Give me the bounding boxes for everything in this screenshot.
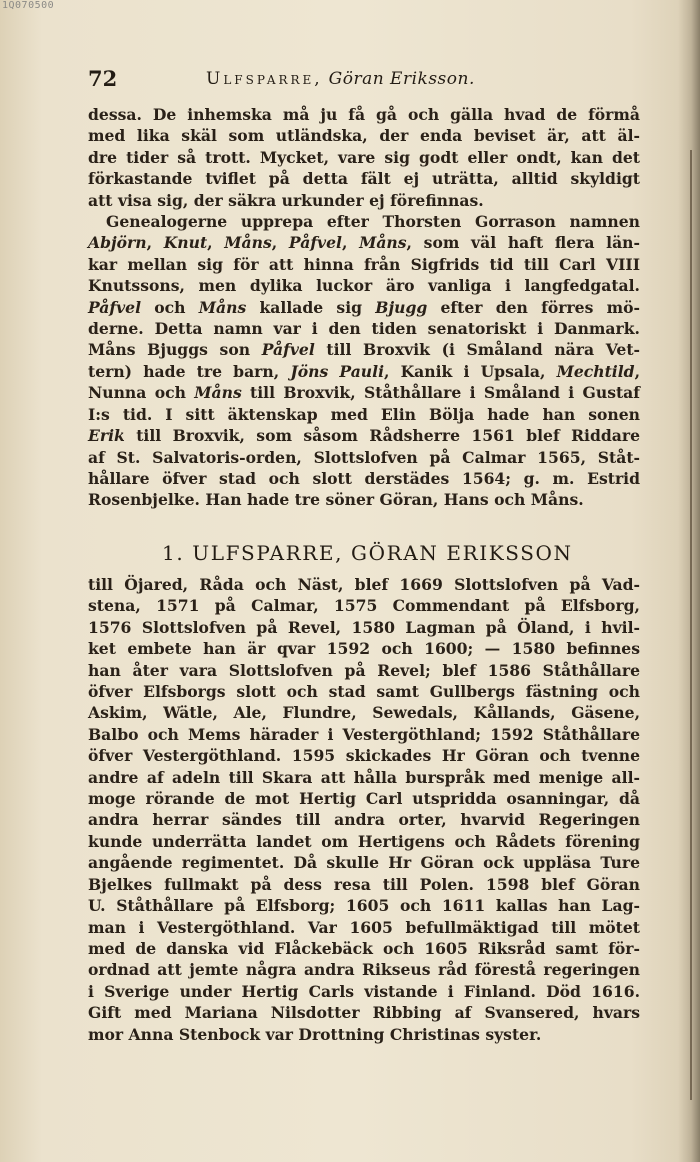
italic-name: Mechtild [556,361,635,381]
text-line: andre af adeln till Skara att hålla burspråk med menige all- [88,767,640,787]
page-edge [690,150,692,1100]
text-line [88,468,640,489]
text-run: I:s tid. I sitt äktenskap med Elin Bölja hade han sonen [88,404,640,424]
text-line [88,211,640,232]
text-line: andra herrar sändes till andra orter, hvarvid Regeringen [88,810,640,830]
text-line: 1576 Slottslofven på Revel, 1580 Lagman på Öland, i hvil- [88,617,640,637]
text-run: efter den förres mö- [427,297,641,317]
text-line: öfver Vestergöthland. 1595 skickades Hr Göran och tvenne [88,746,640,766]
text-line [88,339,640,360]
paragraph-biography [88,574,640,1045]
text-line: ket embete han är qvar 1592 och 1600; — 1580 befinnes [88,639,640,659]
text-run: , [634,361,640,381]
italic-name: Jöns Pauli [290,361,384,381]
text-line: till Öjared, Råda och Näst, blef 1669 Slottslofven på Vad- [88,575,640,594]
text-line: med lika skäl som utländska, der enda beviset är, att äl- [88,126,640,146]
text-line: Askim, Wätle, Ale, Flundre, Sewedals, Kållands, Gäsene, [88,703,640,723]
text-line: öfver Elfsborgs slott och stad samt Gullbergs fästning och [88,682,640,702]
running-header [88,66,588,96]
paragraph-continuation [88,104,640,211]
italic-name: Påfvel [261,340,315,360]
text-line [88,489,640,510]
text-line: stena, 1571 på Calmar, 1575 Commendant på Elfsborg, [88,596,640,616]
text-line: han åter vara Slottslofven på Revel; blef 1586 Ståthållare [88,660,640,680]
paragraph-genealogy [88,211,640,511]
text-run: hållare öfver stad och slott derstädes 1564; g. m. Estrid [88,468,640,488]
text-line: angående regimentet. Då skulle Hr Göran ock uppläsa Ture [88,853,640,873]
running-title [206,69,475,89]
text-line [88,318,640,339]
text-run: Genealogerne upprepa efter Thorsten Gorrason namnen [106,212,640,232]
text-run: och [141,297,199,317]
text-run: kallade sig [246,297,376,317]
text-line: moge rörande de mot Hertig Carl utspridda osanningar, då [88,789,640,809]
text-line: förkastande tviflet på detta fält ej uträtta, alltid skyldigt [88,169,640,189]
text-line [88,404,640,425]
italic-name: Abjörn [88,233,147,253]
text-line [88,254,640,275]
running-title-surname: Ulfsparre, [206,69,323,89]
text-line [88,382,640,403]
running-title-given-name: Göran Eriksson. [328,69,475,89]
text-run: Knutssons, men dylika luckor äro vanliga i langfedgatal. [88,276,640,296]
italic-name: Bjugg [375,297,428,317]
text-run: till Broxvik, som såsom Rådsherre 1561 blef Riddare [124,426,640,446]
text-run: till Broxvik (i Småland nära Vet- [314,340,640,360]
text-run: till Broxvik, Ståthållare i Småland i Gustaf [241,383,640,403]
text-line: mor Anna Stenbock var Drottning Christinas syster. [88,1024,542,1044]
scan-id-label: 1Q070500 [2,0,55,11]
italic-name: Måns [198,297,247,317]
page-number: 72 [88,66,118,91]
text-line: U. Ståthållare på Elfsborg; 1605 och 1611 kallas han Lag- [88,896,640,916]
text-run: kar mellan sig för att hinna från Sigfrids tid till Carl VIII [88,254,640,274]
text-line [88,232,640,253]
text-line [88,425,640,446]
body-text [88,104,640,511]
text-line: Balbo och Mems härader i Vestergöthland; 1592 Ståthållare [88,724,640,744]
text-line: Bjelkes fullmakt på dess resa till Polen. 1598 blef Göran [88,874,640,894]
italic-name: Måns [194,383,242,403]
text-run: Rosenbjelke. Han hade tre söner Göran, Hans och Måns. [88,490,584,510]
text-run: tern) hade tre barn, [88,361,291,381]
text-line: ordnad att jemte några andra Rikseus råd förestå regeringen [88,960,640,980]
text-line [88,275,640,296]
text-line: i Sverige under Hertig Carls vistande i Finland. Död 1616. [88,981,640,1001]
text-run: , Kanik i Upsala, [384,361,557,381]
text-run: derne. Detta namn var i den tiden senatoriskt i Danmark. [88,319,640,339]
page-gutter-shadow [678,0,700,1162]
text-line: dre tider så trott. Mycket, vare sig godt eller ondt, kan det [88,147,640,167]
italic-name: Erik [88,426,125,446]
italic-name: Knut [163,233,208,253]
text-line: dessa. De inhemska må ju få gå och gälla hvad de förmå [88,105,640,124]
text-line: att visa sig, der säkra urkunder ej förefinnas. [88,190,484,210]
text-line: man i Vestergöthland. Var 1605 befullmäktigad till mötet [88,917,640,937]
text-line: kunde underrätta landet om Hertigens och Rådets förening [88,831,640,851]
text-run: Måns Bjuggs son [88,340,262,360]
text-run: Nunna och [88,383,195,403]
text-run: , [146,233,164,253]
text-run: , [207,233,225,253]
italic-name: Påfvel [288,233,342,253]
text-line: Gift med Mariana Nilsdotter Ribbing af Svansered, hvars [88,1003,640,1023]
text-line: med de danska vid Flåckebäck och 1605 Riksråd samt för- [88,938,640,958]
text-line [88,297,640,318]
italic-name: Måns [224,233,272,253]
text-run: af St. Salvatoris-orden, Slottslofven på Calmar 1565, Ståt- [88,447,640,467]
text-run: , [341,233,360,253]
italic-name: Påfvel [88,297,142,317]
text-run: , [271,233,289,253]
text-line [88,361,640,382]
italic-name: Måns [359,233,407,253]
text-run: , som väl haft flera län- [406,233,640,253]
section-title: 1. ULFSPARRE, GÖRAN ERIKSSON [162,541,573,565]
text-line [88,447,640,468]
